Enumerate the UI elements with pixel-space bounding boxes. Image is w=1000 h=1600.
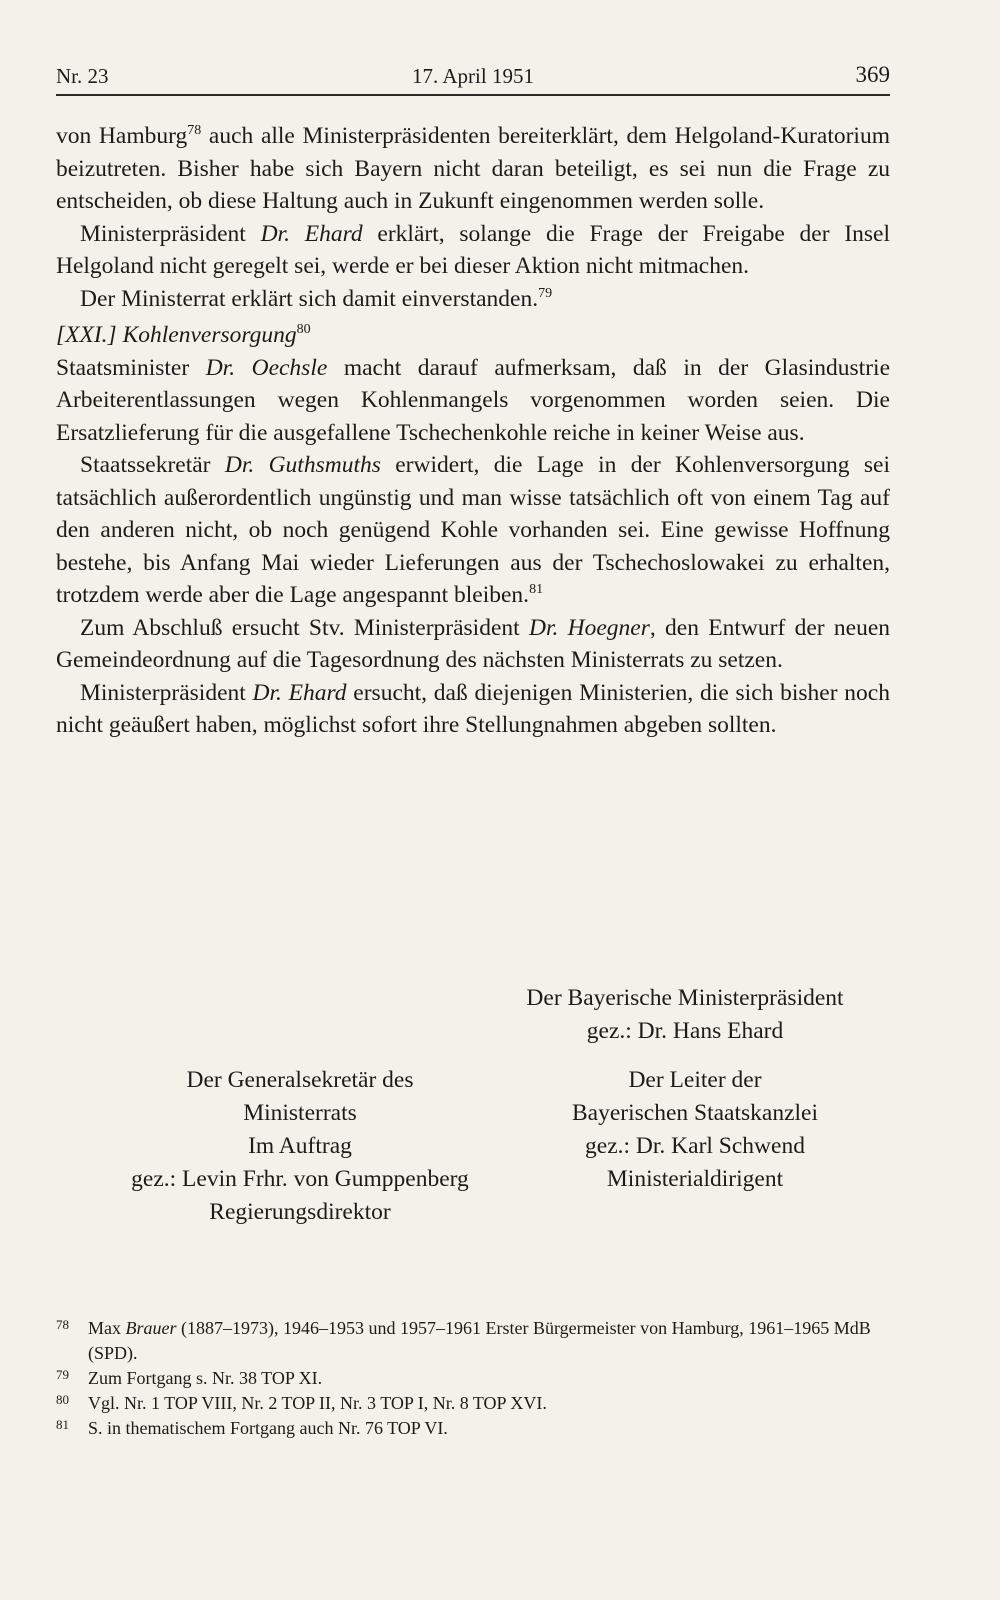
footnote — [56, 1366, 890, 1391]
signature-rank: Regierungsdirektor — [209, 1199, 391, 1225]
footnote-text: Zum Fortgang s. Nr. 38 TOP XI. — [88, 1368, 323, 1388]
footnote-ref: 81 — [529, 582, 544, 597]
signature-minister-president — [480, 982, 890, 1048]
footnote — [56, 1316, 890, 1366]
signature-note: Im Auftrag — [248, 1133, 352, 1159]
page-header — [56, 58, 890, 96]
footnote-ref: 79 — [538, 285, 553, 301]
paragraph-text: , den Entwurf der neuen Gemeindeordnung auf die Tagesordnung des nächsten Ministerrats zu setzen. — [56, 614, 890, 673]
speaker-name: Dr. Ehard — [260, 220, 363, 247]
paragraph-text: von Hamburg — [56, 123, 188, 149]
footnote-text: Vgl. Nr. 1 TOP VIII, Nr. 2 TOP II, Nr. 3 TOP I, Nr. 8 TOP XVI. — [88, 1393, 547, 1413]
page-number: 369 — [855, 62, 890, 87]
signature-title: Bayerischen Staatskanzlei — [571, 1100, 818, 1126]
signature-name: gez.: Dr. Karl Schwend — [585, 1133, 805, 1159]
footnote — [56, 1391, 890, 1416]
paragraph — [56, 120, 890, 218]
paragraph-text: Zum Abschluß ersucht Stv. Ministerpräsident — [80, 614, 529, 641]
paragraph-text: ersucht, daß diejenigen Ministerien, die sich bisher noch nicht geäußert haben, möglichst sofort ihre Stellungnahmen abgeben sollten. — [56, 679, 890, 738]
footnote-number: 79 — [56, 1367, 69, 1382]
footnote-number: 78 — [56, 1317, 69, 1332]
footnote — [56, 1416, 890, 1441]
paragraph-text: Staatsminister — [56, 354, 206, 381]
signature-title: Der Generalsekretär des — [186, 1067, 414, 1093]
paragraph — [56, 218, 890, 283]
signature-rank: Ministerialdirigent — [606, 1166, 784, 1192]
paragraph-text: Ministerpräsident — [80, 679, 253, 706]
signature-name: gez.: Levin Frhr. von Gumppenberg — [131, 1166, 469, 1192]
footnote-text: S. in thematischem Fortgang auch Nr. 76 TOP VI. — [88, 1418, 448, 1438]
paragraph-text: auch alle Ministerpräsidenten bereiterklärt, dem Helgoland-Kuratorium beizutreten. Bisher habe sich Bayern nicht daran beteiligt, es sei nun die Frage zu entscheiden, ob diese Haltung auch in Zukunft eingenommen werden solle. — [56, 123, 890, 214]
paragraph-text: erklärt, solange die Frage der Freigabe der Insel Helgoland nicht geregelt sei, werde er bei dieser Aktion nicht mitmachen. — [56, 220, 891, 279]
footnotes — [56, 1316, 890, 1441]
paragraph-text: Der Ministerrat erklärt sich damit einverstanden. — [80, 285, 539, 312]
footnote-name: Brauer — [125, 1318, 177, 1338]
document-number: Nr. 23 — [56, 64, 109, 88]
speaker-name: Dr. Oechsle — [205, 354, 328, 381]
signature-title: Ministerrats — [243, 1100, 357, 1126]
signature-title: Der Bayerische Ministerpräsident — [526, 985, 844, 1011]
footnote-ref: 80 — [296, 322, 311, 337]
heading-text: [XXI.] Kohlenversorgung — [56, 322, 297, 348]
paragraph-text: erwidert, die Lage in der Kohlenversorgung sei tatsächlich außerordentlich ungünstig und man wisse tatsächlich oft von einem Tag auf den anderen nicht, ob noch genügend Kohle vorhanden sei. Eine gewisse Hoffnung bestehe, bis Anfang Mai wieder Lieferungen aus der Tschechoslowakei zu erhalten, trotzdem werde aber die Lage angespannt bleiben. — [56, 452, 890, 608]
footnote-ref: 78 — [187, 123, 202, 138]
footnote-number: 81 — [56, 1417, 69, 1432]
body-text — [56, 120, 890, 742]
header-date: 17. April 1951 — [412, 64, 534, 88]
paragraph — [56, 352, 890, 450]
paragraph-text: Staatssekretär — [80, 452, 225, 478]
paragraph-text: Ministerpräsident — [80, 220, 261, 247]
paragraph-text: macht darauf aufmerksam, daß in der Glasindustrie Arbeiterentlassungen wegen Kohlenmangels vorgenommen worden seien. Die Ersatzlieferung für die ausgefallene Tschechenkohle reiche in keiner Weise aus. — [56, 354, 890, 446]
paragraph — [56, 449, 890, 612]
paragraph — [56, 677, 890, 742]
speaker-name: Dr. Ehard — [252, 679, 347, 706]
signature-name: gez.: Dr. Hans Ehard — [586, 1018, 784, 1044]
speaker-name: Dr. Guthsmuths — [224, 452, 381, 478]
section-heading — [56, 319, 890, 352]
paragraph — [56, 612, 890, 677]
footnote-number: 80 — [56, 1392, 69, 1407]
signature-head-of-chancellery — [500, 1064, 890, 1196]
paragraph — [56, 283, 890, 316]
signature-general-secretary — [90, 1064, 510, 1229]
footnote-text: (1887–1973), 1946–1953 und 1957–1961 Erster Bürgermeister von Hamburg, 1961–1965 MdB (SPD). — [88, 1318, 871, 1363]
footnote-text: Max — [88, 1318, 126, 1338]
signature-title: Der Leiter der — [628, 1067, 762, 1093]
speaker-name: Dr. Hoegner — [528, 614, 650, 641]
